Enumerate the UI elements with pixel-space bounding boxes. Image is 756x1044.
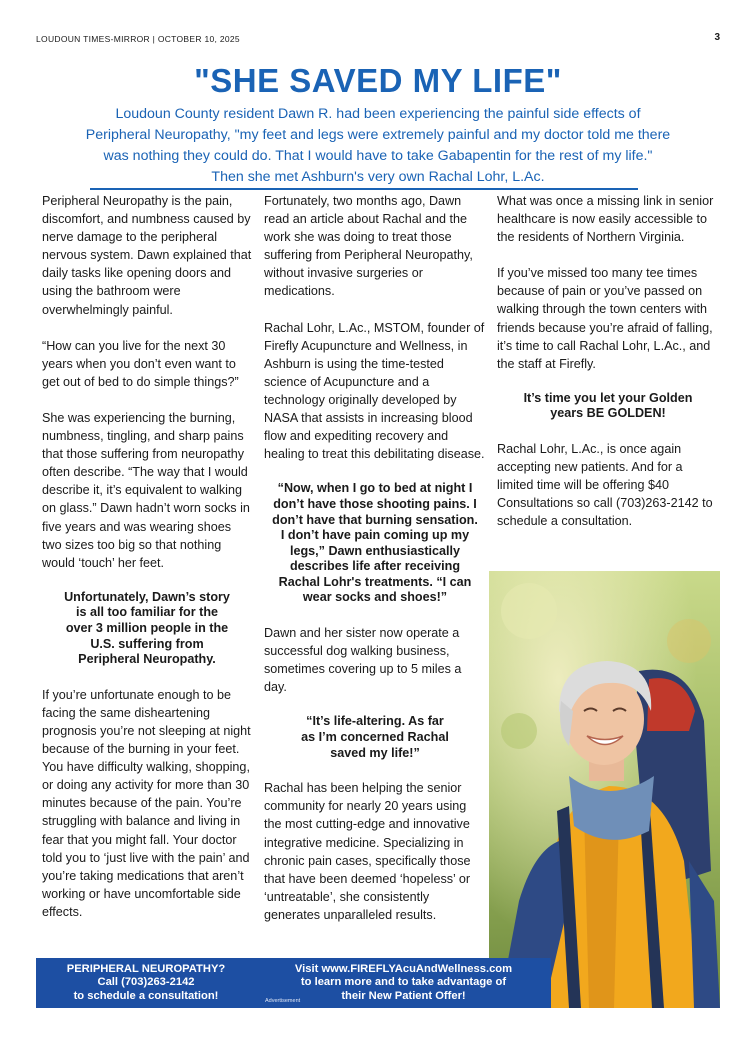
deck bbox=[52, 104, 704, 188]
paragraph: If you’ve missed too many tee times because of pain or you’ve passed on walking through the town centers with friends because you’re afraid of falling, it’s time to call Rachal Lohr, L.Ac., and the staff at Firefly. bbox=[497, 266, 713, 371]
pull-quote: “It’s life-altering. As far as I’m concerned Rachal saved my life!” bbox=[301, 714, 449, 760]
masthead: LOUDOUN TIMES-MIRROR | OCTOBER 10, 2025 bbox=[36, 34, 240, 44]
banner-call-to-action bbox=[36, 958, 256, 1008]
column-3 bbox=[497, 192, 719, 549]
paragraph: She was experiencing the burning, numbness, tingling, and sharp pains that those suffering from neuropathy often describe. “The way that I would describe it, it’s equivalent to walking on glass.” Dawn hadn’t worn socks in five years and was wearing shoes two sizes too big so that nothing would ‘touch’ her feet. bbox=[42, 410, 250, 570]
paragraph: What was once a missing link in senior healthcare is now easily accessible to the residents of Northern Virginia. bbox=[497, 194, 714, 245]
page-number: 3 bbox=[714, 32, 720, 43]
advertisement-label: Advertisement bbox=[265, 998, 301, 1004]
paragraph: Peripheral Neuropathy is the pain, discomfort, and numbness caused by nerve damage to the peripheral nervous system. Dawn explained that daily tasks like opening doors and using the bathroom were overwhelmingly painful. bbox=[42, 194, 252, 317]
pull-quote: Unfortunately, Dawn’s story is all too familiar for the over 3 million people in the U.S. suffering from Peripheral Neuropathy. bbox=[64, 589, 230, 667]
pull-quote: “Now, when I go to bed at night I don’t have those shooting pains. I don’t have that burning sensation. I don’t have pain coming up my legs,” Dawn enthusiastically describes life after receiving Rachal Lohr's treatments. “I can wear socks and shoes!” bbox=[272, 481, 478, 605]
deck-line: Peripheral Neuropathy, "my feet and legs were extremely painful and my doctor told me there bbox=[85, 127, 671, 143]
deck-line: was nothing they could do. That I would have to take Gabapentin for the rest of my life." bbox=[103, 148, 653, 164]
paragraph: Rachal Lohr, L.Ac., MSTOM, founder of Firefly Acupuncture and Wellness, in Ashburn is using the time-tested science of Acupuncture and a technology originally developed by NASA that assists in increasing blood flow and expediting recovery and healing to treat this debilitating disease. bbox=[264, 320, 485, 462]
paragraph: Fortunately, two months ago, Dawn read an article about Rachal and the work she was doing to treat those suffering from Peripheral Neuropathy, without invasive surgeries or medications. bbox=[264, 194, 473, 299]
hiker-photo bbox=[489, 571, 720, 1008]
headline-rule bbox=[90, 188, 638, 190]
column-2 bbox=[264, 192, 486, 942]
banner-line: to schedule a consultation! bbox=[73, 989, 219, 1002]
paragraph: Dawn and her sister now operate a successful dog walking business, sometimes covering up to 5 miles a day. bbox=[264, 626, 462, 695]
column-1 bbox=[42, 192, 252, 939]
deck-line: Then she met Ashburn's very own Rachal Lohr, L.Ac. bbox=[211, 169, 545, 185]
paragraph: “How can you live for the next 30 years when you don’t even want to get out of bed to do simple things?” bbox=[42, 338, 239, 389]
paragraph: Rachal has been helping the senior community for nearly 20 years using the most cutting-edge and innovative integrative medicine. Specializing in chronic pain cases, specifically those that have been deemed ‘hopeless’ or ‘untreatable’, she consistently generates unparalleled results. bbox=[264, 781, 471, 922]
headline: "SHE SAVED MY LIFE" bbox=[194, 62, 562, 99]
paragraph: If you’re unfortunate enough to be facing the same disheartening prognosis you’re not sleeping at night because of the burning in your feet. You have difficulty walking, shopping, or doing any activity for more than 30 minutes because of the pain. You’re struggling with balance and living in fear that you might fall. Your doctor told you to ‘just live with the pain’ and you’re taking medications that aren’t working or have uncomfortable side effects. bbox=[42, 687, 251, 919]
banner-line: to learn more and to take advantage of bbox=[300, 976, 507, 989]
paragraph: Rachal Lohr, L.Ac., is once again accepting new patients. And for a limited time will be offering $40 Consultations so call (703)263-2142 to schedule a consultation. bbox=[497, 442, 713, 529]
banner-line: their New Patient Offer! bbox=[341, 989, 466, 1002]
banner-line: PERIPHERAL NEUROPATHY? bbox=[66, 962, 226, 975]
banner-phone[interactable]: Call (703)263-2142 bbox=[97, 976, 195, 989]
deck-line: Loudoun County resident Dawn R. had been experiencing the painful side effects of bbox=[115, 106, 641, 122]
banner-website bbox=[256, 958, 551, 1008]
banner-link[interactable]: Visit www.FIREFLYAcuAndWellness.com bbox=[294, 962, 513, 975]
pull-quote: It’s time you let your Golden years BE GOLDEN! bbox=[523, 390, 693, 421]
